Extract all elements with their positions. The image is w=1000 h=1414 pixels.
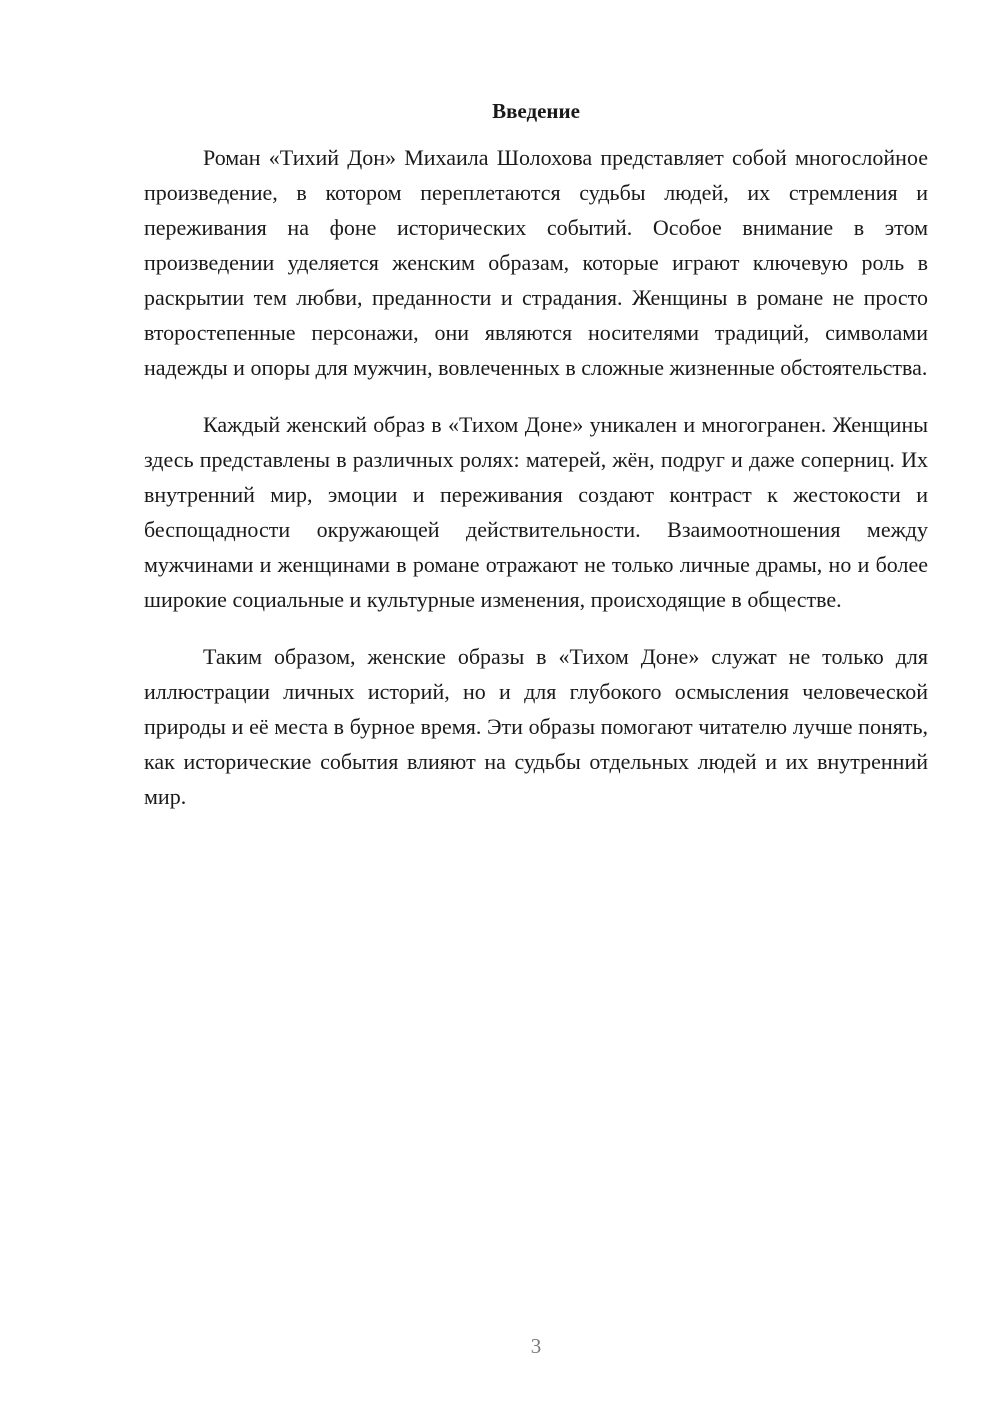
paragraph-3: Таким образом, женские образы в «Тихом Доне» служат не только для иллюстрации личных историй, но и для глубокого осмысления человеческой природы и её места в бурное время. Эти образы помогают читателю лучше понять, как исторические события влияют на судьбы отдельных людей и их внутренний мир. — [144, 644, 928, 809]
page-content — [144, 96, 928, 836]
page-number: 3 — [530, 1334, 542, 1358]
section-heading: Введение — [492, 99, 580, 123]
paragraph-2: Каждый женский образ в «Тихом Доне» уникален и многогранен. Женщины здесь представлены в различных ролях: матерей, жён, подруг и даже соперниц. Их внутренний мир, эмоции и переживания создают контраст к жестокости и беспощадности окружающей действительности. Взаимоотношения между мужчинами и женщинами в романе отражают не только личные драмы, но и более широкие социальные и культурные изменения, происходящие в обществе. — [144, 412, 928, 612]
paragraph-1: Роман «Тихий Дон» Михаила Шолохова представляет собой многослойное произведение, в котором переплетаются судьбы людей, их стремления и переживания на фоне исторических событий. Особое внимание в этом произведении уделяется женским образам, которые играют ключевую роль в раскрытии тем любви, преданности и страдания. Женщины в романе не просто второстепенные персонажи, они являются носителями традиций, символами надежды и опоры для мужчин, вовлеченных в сложные жизненные обстоятельства. — [144, 145, 928, 380]
